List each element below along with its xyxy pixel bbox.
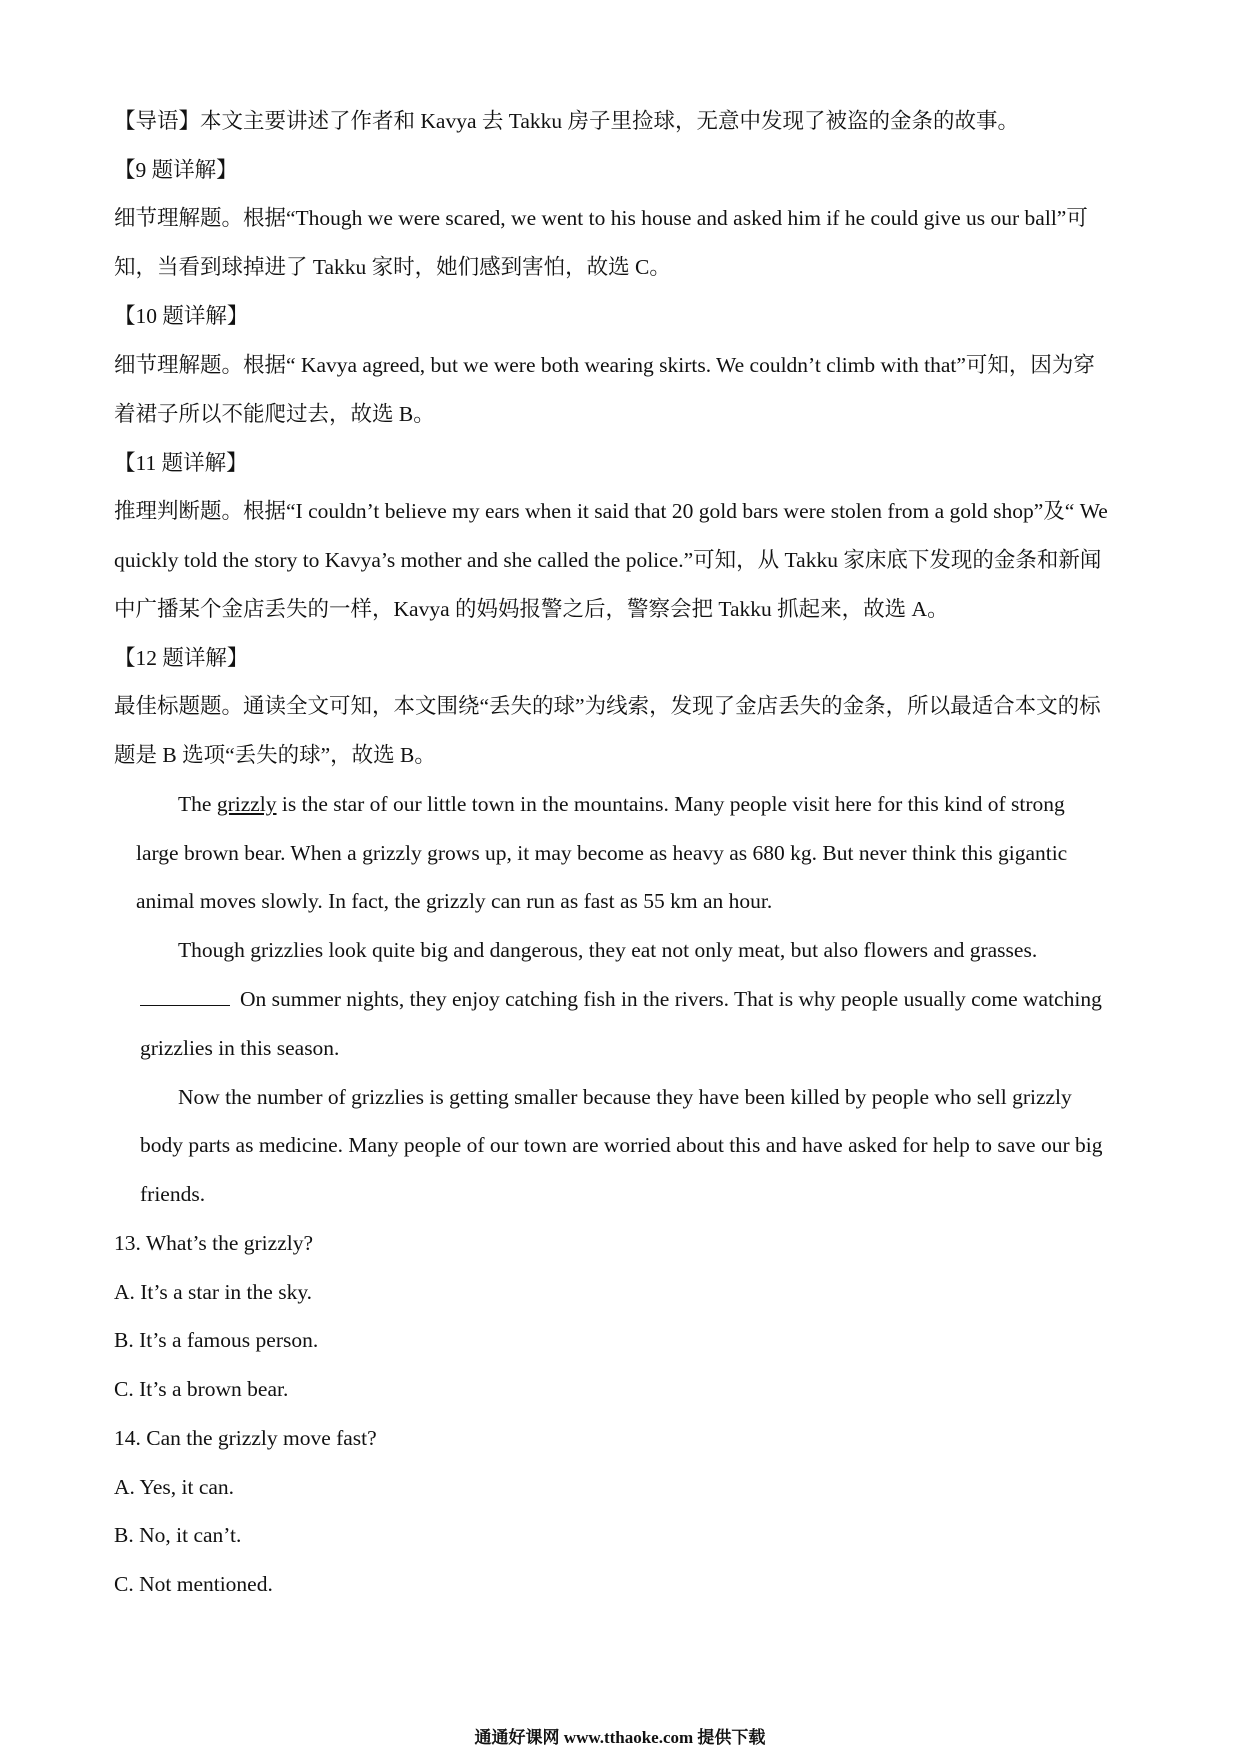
q10-explanation-line: 细节理解题。根据“ Kavya agreed, but we were both wearing skirts. We couldn’t climb with that”可知，因为穿 — [114, 353, 1095, 377]
passage-p3-line: friends. — [140, 1182, 206, 1206]
passage-text: On summer nights, they enjoy catching fish in the rivers. That is why people usually come watching — [240, 987, 1102, 1011]
q9-explanation-line: 知，当看到球掉进了 Takku 家时，她们感到害怕，故选 C。 — [114, 255, 671, 279]
answer-blank — [140, 985, 230, 1006]
passage-p2-line: Though grizzlies look quite big and dangerous, they eat not only meat, but also flowers and grasses. — [178, 938, 1038, 962]
question-13-option-b: B. It’s a famous person. — [114, 1328, 319, 1352]
passage-p2-line: grizzlies in this season. — [140, 1036, 340, 1060]
q10-explanation-line: 着裙子所以不能爬过去，故选 B。 — [114, 402, 435, 426]
q11-header: 【11 题详解】 — [114, 451, 248, 475]
passage-text: is the star of our little town in the mountains. Many people visit here for this kind of strong — [276, 792, 1065, 816]
question-13-stem: 13. What’s the grizzly? — [114, 1231, 314, 1255]
intro-text: 【导语】本文主要讲述了作者和 Kavya 去 Takku 房子里捡球，无意中发现了被盗的金条的故事。 — [114, 109, 1020, 133]
footer-credit: 通通好课网 www.tthaoke.com 提供下载 — [474, 1728, 766, 1747]
passage-p3-line: body parts as medicine. Many people of our town are worried about this and have asked for help to save our big — [140, 1133, 1103, 1157]
question-14-option-b: B. No, it can’t. — [114, 1523, 242, 1547]
question-13-option-a: A. It’s a star in the sky. — [114, 1280, 313, 1304]
question-13-option-c: C. It’s a brown bear. — [114, 1377, 289, 1401]
q11-explanation-line: quickly told the story to Kavya’s mother and she called the police.”可知，从 Takku 家床底下发现的金条和新闻 — [114, 548, 1102, 572]
q10-header: 【10 题详解】 — [114, 304, 249, 328]
q11-explanation-line: 中广播某个金店丢失的一样，Kavya 的妈妈报警之后，警察会把 Takku 抓起来，故选 A。 — [114, 597, 949, 621]
passage-word: The — [178, 792, 212, 816]
q12-explanation-line: 题是 B 选项“丢失的球”，故选 B。 — [114, 743, 436, 767]
q9-explanation-line: 细节理解题。根据“Though we were scared, we went to his house and asked him if he could give us our ball”可 — [114, 206, 1088, 230]
passage-p2-line — [140, 984, 1102, 1014]
passage-p1-line: animal moves slowly. In fact, the grizzly can run as fast as 55 km an hour. — [136, 889, 773, 913]
q12-header: 【12 题详解】 — [114, 646, 249, 670]
question-14-stem: 14. Can the grizzly move fast? — [114, 1426, 377, 1450]
question-14-option-a: A. Yes, it can. — [114, 1475, 235, 1499]
q12-explanation-line: 最佳标题题。通读全文可知，本文围绕“丢失的球”为线索，发现了金店丢失的金条，所以最适合本文的标 — [114, 694, 1101, 718]
passage-p3-line: Now the number of grizzlies is getting smaller because they have been killed by people who sell grizzly — [178, 1085, 1072, 1109]
underlined-keyword: grizzly — [216, 792, 277, 816]
q11-explanation-line: 推理判断题。根据“I couldn’t believe my ears when it said that 20 gold bars were stolen from a gold shop”及“ We — [114, 499, 1108, 523]
passage-p1-line — [178, 789, 1065, 819]
passage-p1-line: large brown bear. When a grizzly grows up, it may become as heavy as 680 kg. But never think this gigantic — [136, 841, 1068, 865]
q9-header: 【9 题详解】 — [114, 158, 238, 182]
question-14-option-c: C. Not mentioned. — [114, 1572, 273, 1596]
